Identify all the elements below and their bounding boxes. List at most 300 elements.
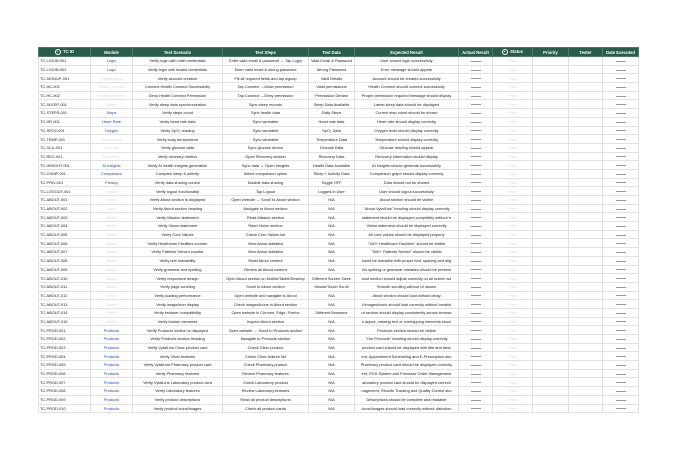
cell-tc-id[interactable]: TC-HC-002 [39,91,91,100]
cell-expected-result[interactable]: aboratory product card should be displayed correctl [355,378,459,387]
table-row[interactable] [39,387,639,396]
cell-expected-result[interactable]: Temperature should display correctly [355,135,459,144]
cell-test-data[interactable]: N/A [309,256,355,265]
cell-actual-result[interactable] [459,143,493,152]
cell-tc-id[interactable]: TC-INSIGHT-001 [39,161,91,170]
cell-date-executed[interactable] [603,326,639,335]
cell-test-scenario[interactable]: Verify SpO₂ reading [133,126,223,135]
cell-module[interactable]: About [91,265,133,274]
cell-test-data[interactable]: N/A [309,248,355,257]
cell-date-executed[interactable] [603,83,639,92]
cell-priority[interactable] [533,291,569,300]
table-row[interactable] [39,326,639,335]
table-row[interactable] [39,91,639,100]
cell-expected-result[interactable]: Data should not be shared [355,178,459,187]
cell-test-data[interactable]: Daily Steps [309,109,355,118]
cell-test-data[interactable]: Sleep Data Available [309,100,355,109]
cell-module[interactable]: Products [91,343,133,352]
cell-date-executed[interactable] [603,135,639,144]
cell-actual-result[interactable] [459,343,493,352]
cell-test-data[interactable]: N/A [309,326,355,335]
col-header-status[interactable]: Status [493,48,533,57]
cell-actual-result[interactable] [459,369,493,378]
cell-status[interactable]: Pass [493,404,533,413]
table-row[interactable] [39,352,639,361]
cell-test-scenario[interactable]: Verify login with invalid credentials [133,65,223,74]
cell-tester[interactable] [569,335,603,344]
cell-date-executed[interactable] [603,143,639,152]
cell-actual-result[interactable] [459,152,493,161]
cell-actual-result[interactable] [459,239,493,248]
cell-priority[interactable] [533,196,569,205]
cell-module[interactable]: Registration [91,74,133,83]
cell-test-scenario[interactable]: Verify glucose data [133,143,223,152]
cell-test-data[interactable]: N/A [309,317,355,326]
cell-tester[interactable] [569,143,603,152]
cell-test-steps[interactable]: View About statistics [223,239,309,248]
cell-priority[interactable] [533,126,569,135]
cell-test-steps[interactable]: Navigate to About section [223,204,309,213]
cell-module[interactable]: Products [91,335,133,344]
cell-test-data[interactable]: N/A [309,378,355,387]
table-row[interactable] [39,274,639,283]
cell-actual-result[interactable] [459,117,493,126]
table-row[interactable] [39,135,639,144]
cell-test-scenario[interactable]: Compare sleep & activity [133,169,223,178]
cell-tester[interactable] [569,57,603,66]
cell-test-scenario[interactable]: Verify Pharmacy features [133,369,223,378]
cell-expected-result[interactable]: ent, POS System and Purchase Order Management [355,369,459,378]
cell-test-scenario[interactable]: Verify browser compatibility [133,308,223,317]
cell-priority[interactable] [533,161,569,170]
cell-test-data[interactable]: N/A [309,239,355,248]
cell-date-executed[interactable] [603,91,639,100]
table-row[interactable] [39,317,639,326]
cell-tc-id[interactable]: TC-ABOUT-008 [39,256,91,265]
cell-expected-result[interactable]: Heart rate should display correctly [355,117,459,126]
cell-test-steps[interactable]: Enter valid email & wrong password [223,65,309,74]
cell-tester[interactable] [569,317,603,326]
table-row[interactable] [39,143,639,152]
cell-test-data[interactable]: N/A [309,335,355,344]
cell-tester[interactable] [569,308,603,317]
cell-tester[interactable] [569,152,603,161]
cell-test-data[interactable]: Heart rate data [309,117,355,126]
cell-module[interactable]: Products [91,369,133,378]
cell-tc-id[interactable]: TC-ABOUT-010 [39,274,91,283]
cell-actual-result[interactable] [459,109,493,118]
cell-tester[interactable] [569,282,603,291]
table-row[interactable] [39,83,639,92]
cell-status[interactable]: Pass [493,230,533,239]
cell-tc-id[interactable]: TC-PROD-006 [39,369,91,378]
cell-test-scenario[interactable]: Verify product descriptions [133,395,223,404]
cell-test-scenario[interactable]: Verify VytalLink Clinic product card [133,343,223,352]
cell-tc-id[interactable]: TC-TEMP-001 [39,135,91,144]
cell-status[interactable]: Pass [493,265,533,274]
cell-tc-id[interactable]: TC-REC-001 [39,152,91,161]
cell-test-steps[interactable]: Review Pharmacy features [223,369,309,378]
cell-expected-result[interactable]: "Our Products" heading should display correctly [355,335,459,344]
cell-tester[interactable] [569,126,603,135]
cell-test-data[interactable]: Temperature Data [309,135,355,144]
cell-module[interactable]: Recovery [91,152,133,161]
cell-tester[interactable] [569,352,603,361]
cell-date-executed[interactable] [603,100,639,109]
cell-actual-result[interactable] [459,91,493,100]
cell-expected-result[interactable]: ent, Appointment Scheduling and E-Prescription sho [355,352,459,361]
cell-test-data[interactable]: Valid permissions [309,83,355,92]
cell-actual-result[interactable] [459,65,493,74]
cell-module[interactable]: About [91,222,133,231]
cell-test-data[interactable]: N/A [309,196,355,205]
cell-tc-id[interactable]: TC-SIGNUP-001 [39,74,91,83]
cell-tester[interactable] [569,230,603,239]
cell-expected-result[interactable]: Vision statement should be displayed correctly [355,222,459,231]
cell-actual-result[interactable] [459,387,493,396]
cell-expected-result[interactable]: "150+ Healthcare Facilities" should be visible [355,239,459,248]
cell-tc-id[interactable]: TC-GLU-001 [39,143,91,152]
cell-test-data[interactable]: Glucose Data [309,143,355,152]
table-row[interactable] [39,117,639,126]
cell-date-executed[interactable] [603,213,639,222]
cell-test-data[interactable]: SpO₂ Data [309,126,355,135]
cell-module[interactable]: About [91,300,133,309]
cell-test-data[interactable]: N/A [309,387,355,396]
cell-tc-id[interactable]: TC-ABOUT-013 [39,300,91,309]
cell-priority[interactable] [533,404,569,413]
cell-tc-id[interactable]: TC-ABOUT-007 [39,248,91,257]
cell-priority[interactable] [533,230,569,239]
cell-test-scenario[interactable]: Verify Products section is displayed [133,326,223,335]
cell-test-steps[interactable]: View About statistics [223,248,309,257]
cell-actual-result[interactable] [459,100,493,109]
cell-tc-id[interactable]: TC-HR-001 [39,117,91,126]
cell-test-steps[interactable]: Open website in Chrome, Edge, Firefox [223,308,309,317]
cell-tc-id[interactable]: TC-ABOUT-015 [39,317,91,326]
cell-tester[interactable] [569,65,603,74]
cell-priority[interactable] [533,317,569,326]
cell-module[interactable]: Oxygen [91,126,133,135]
cell-test-scenario[interactable]: Verify Healthcare Facilities counter [133,239,223,248]
cell-date-executed[interactable] [603,169,639,178]
table-row[interactable] [39,248,639,257]
cell-module[interactable]: Login [91,65,133,74]
table-row[interactable] [39,109,639,118]
cell-test-data[interactable]: N/A [309,204,355,213]
cell-test-steps[interactable]: Open website → Scroll to Products section [223,326,309,335]
cell-actual-result[interactable] [459,282,493,291]
cell-tester[interactable] [569,196,603,205]
cell-date-executed[interactable] [603,248,639,257]
cell-status[interactable]: Pass [493,74,533,83]
cell-date-executed[interactable] [603,300,639,309]
cell-module[interactable]: About [91,230,133,239]
cell-actual-result[interactable] [459,230,493,239]
cell-tester[interactable] [569,117,603,126]
cell-priority[interactable] [533,343,569,352]
cell-test-steps[interactable]: Sync sleep records [223,100,309,109]
cell-test-scenario[interactable]: Verify product icons/images [133,404,223,413]
cell-date-executed[interactable] [603,404,639,413]
cell-test-data[interactable]: N/A [309,265,355,274]
table-row[interactable] [39,378,639,387]
cell-test-scenario[interactable]: Verify Clinic features [133,352,223,361]
cell-test-steps[interactable]: Scroll to About section [223,282,309,291]
cell-expected-result[interactable]: Products section should be visible [355,326,459,335]
cell-module[interactable]: About [91,248,133,257]
cell-tc-id[interactable]: TC-PROD-003 [39,343,91,352]
cell-test-steps[interactable]: Tap Logout [223,187,309,196]
cell-priority[interactable] [533,143,569,152]
cell-tc-id[interactable]: TC-PROD-001 [39,326,91,335]
cell-tester[interactable] [569,404,603,413]
table-row[interactable] [39,395,639,404]
cell-module[interactable]: About [91,213,133,222]
cell-actual-result[interactable] [459,317,493,326]
table-row[interactable] [39,152,639,161]
cell-test-data[interactable]: Sleep + Activity Data [309,169,355,178]
cell-priority[interactable] [533,117,569,126]
cell-test-steps[interactable]: Navigate to Products section [223,335,309,344]
cell-test-data[interactable]: Valid Email & Password [309,57,355,66]
cell-status[interactable]: Pass [493,100,533,109]
cell-expected-result[interactable]: icons/images should load correctly without distortion [355,404,459,413]
table-row[interactable] [39,57,639,66]
cell-test-steps[interactable]: Sync health data [223,109,309,118]
cell-expected-result[interactable]: Correct step count should be shown [355,109,459,118]
cell-test-scenario[interactable]: Verify logout functionality [133,187,223,196]
table-row[interactable] [39,282,639,291]
cell-test-data[interactable]: N/A [309,291,355,300]
cell-test-data[interactable]: Recovery Data [309,152,355,161]
cell-priority[interactable] [533,65,569,74]
cell-priority[interactable] [533,395,569,404]
cell-module[interactable]: Steps [91,109,133,118]
cell-test-data[interactable]: Health Data Available [309,161,355,170]
cell-test-scenario[interactable]: Connect Health Connect Successfully [133,83,223,92]
cell-tc-id[interactable]: TC-PROD-004 [39,352,91,361]
cell-test-steps[interactable]: Open Recovery section [223,152,309,161]
cell-tc-id[interactable]: TC-SPO2-001 [39,126,91,135]
col-header-tester[interactable]: Tester [569,48,603,57]
cell-status[interactable]: Pass [493,65,533,74]
cell-actual-result[interactable] [459,213,493,222]
cell-status[interactable]: Pass [493,135,533,144]
cell-test-steps[interactable]: Sync data → Open Insights [223,161,309,170]
cell-test-steps[interactable]: Check Pharmacy product [223,361,309,370]
cell-tc-id[interactable]: TC-LOGIN-002 [39,65,91,74]
cell-date-executed[interactable] [603,126,639,135]
cell-tc-id[interactable]: TC-COMP-001 [39,169,91,178]
cell-module[interactable]: Sleep [91,100,133,109]
cell-tester[interactable] [569,222,603,231]
cell-test-scenario[interactable]: Verify image/icon display [133,300,223,309]
cell-actual-result[interactable] [459,308,493,317]
cell-status[interactable]: Pass [493,369,533,378]
cell-tc-id[interactable]: TC-LOGOUT-001 [39,187,91,196]
cell-tc-id[interactable]: TC-ABOUT-005 [39,230,91,239]
table-row[interactable] [39,361,639,370]
cell-priority[interactable] [533,109,569,118]
cell-date-executed[interactable] [603,291,639,300]
cell-priority[interactable] [533,387,569,396]
cell-test-scenario[interactable]: Verify grammar and spelling [133,265,223,274]
col-header-tc-id[interactable]: TC ID [39,48,91,57]
cell-actual-result[interactable] [459,248,493,257]
cell-date-executed[interactable] [603,265,639,274]
cell-test-steps[interactable]: Tap Connect →Deny permission [223,91,309,100]
cell-priority[interactable] [533,169,569,178]
cell-tester[interactable] [569,378,603,387]
cell-priority[interactable] [533,187,569,196]
table-row[interactable] [39,196,639,205]
cell-priority[interactable] [533,204,569,213]
cell-module[interactable]: About [91,317,133,326]
cell-tc-id[interactable]: TC-ABOUT-003 [39,213,91,222]
cell-date-executed[interactable] [603,109,639,118]
cell-tester[interactable] [569,109,603,118]
cell-actual-result[interactable] [459,126,493,135]
cell-priority[interactable] [533,361,569,370]
cell-test-data[interactable]: N/A [309,395,355,404]
cell-expected-result[interactable]: Comparison graph should display correctly [355,169,459,178]
cell-status[interactable]: Pass [493,187,533,196]
cell-test-data[interactable]: Logged-in User [309,187,355,196]
cell-actual-result[interactable] [459,352,493,361]
cell-priority[interactable] [533,300,569,309]
cell-module[interactable]: Comparison [91,169,133,178]
cell-tc-id[interactable]: TC-ABOUT-004 [39,222,91,231]
filter-icon[interactable] [55,49,61,55]
cell-priority[interactable] [533,100,569,109]
cell-priority[interactable] [533,335,569,344]
cell-expected-result[interactable]: Smooth scrolling without UI issues [355,282,459,291]
table-row[interactable] [39,100,639,109]
col-header-test-data[interactable]: Test Data [309,48,355,57]
cell-test-scenario[interactable]: Verify broken elements [133,317,223,326]
cell-priority[interactable] [533,178,569,187]
cell-actual-result[interactable] [459,326,493,335]
cell-module[interactable]: Logout [91,187,133,196]
cell-test-steps[interactable]: Fill all required fields and tap signup [223,74,309,83]
cell-test-steps[interactable]: Check Core Values list [223,230,309,239]
cell-tester[interactable] [569,265,603,274]
cell-expected-result[interactable]: Error message should appear [355,65,459,74]
cell-actual-result[interactable] [459,335,493,344]
cell-date-executed[interactable] [603,65,639,74]
table-row[interactable] [39,300,639,309]
table-row[interactable] [39,213,639,222]
cell-actual-result[interactable] [459,135,493,144]
cell-expected-result[interactable]: "50K+ Patients Served" should be visible [355,248,459,257]
cell-test-scenario[interactable]: Verify Mission statement [133,213,223,222]
cell-tc-id[interactable]: TC-ABOUT-009 [39,265,91,274]
table-row[interactable] [39,256,639,265]
table-row[interactable] [39,204,639,213]
cell-actual-result[interactable] [459,222,493,231]
cell-expected-result[interactable]: Recovery information should display [355,152,459,161]
cell-expected-result[interactable]: hould be readable with proper font, spacing and alig [355,256,459,265]
cell-test-steps[interactable]: Check images/icons in About section [223,300,309,309]
cell-expected-result[interactable]: Descriptions should be complete and readable [355,395,459,404]
table-row[interactable] [39,308,639,317]
cell-status[interactable]: Pass [493,343,533,352]
cell-actual-result[interactable] [459,256,493,265]
cell-test-scenario[interactable]: Verify VytalLink Laboratory product card [133,378,223,387]
cell-test-scenario[interactable]: Verify About section is displayed [133,196,223,205]
cell-test-steps[interactable]: Enter valid email & password → Tap Login [223,57,309,66]
cell-test-data[interactable]: N/A [309,230,355,239]
cell-tester[interactable] [569,239,603,248]
cell-date-executed[interactable] [603,387,639,396]
cell-status[interactable]: Pass [493,291,533,300]
cell-status[interactable]: Pass [493,361,533,370]
cell-status[interactable]: Pass [493,387,533,396]
cell-status[interactable]: Pass [493,274,533,283]
cell-module[interactable]: About [91,291,133,300]
cell-test-steps[interactable]: Sync wearable [223,135,309,144]
cell-module[interactable]: AI Insights [91,161,133,170]
cell-test-scenario[interactable]: Verify Vision statement [133,222,223,231]
col-header-module[interactable]: Module [91,48,133,57]
cell-status[interactable]: Pass [493,143,533,152]
cell-test-steps[interactable]: Open About section on Mobile/Tablet/Desktop [223,274,309,283]
cell-tc-id[interactable]: TC-PROD-002 [39,335,91,344]
cell-test-data[interactable]: Valid Details [309,74,355,83]
cell-expected-result[interactable]: ut section should display consistently across browse [355,308,459,317]
cell-tester[interactable] [569,369,603,378]
cell-date-executed[interactable] [603,256,639,265]
cell-priority[interactable] [533,57,569,66]
cell-priority[interactable] [533,83,569,92]
cell-tester[interactable] [569,74,603,83]
cell-test-data[interactable]: Wrong Password [309,65,355,74]
cell-date-executed[interactable] [603,282,639,291]
cell-expected-result[interactable]: bout section should adjust correctly on all screen siz [355,274,459,283]
cell-expected-result[interactable]: Oxygen level should display correctly [355,126,459,135]
cell-status[interactable]: Pass [493,117,533,126]
cell-tc-id[interactable]: TC-ABOUT-014 [39,308,91,317]
cell-test-steps[interactable]: Check all product cards [223,404,309,413]
cell-test-scenario[interactable]: Verify body temperature [133,135,223,144]
cell-status[interactable]: Pass [493,109,533,118]
cell-status[interactable]: Pass [493,317,533,326]
cell-tester[interactable] [569,187,603,196]
cell-actual-result[interactable] [459,378,493,387]
cell-test-scenario[interactable]: Verify VytalLink Pharmacy product card [133,361,223,370]
cell-test-steps[interactable]: Tap Connect →Allow permission [223,83,309,92]
cell-module[interactable]: Privacy [91,178,133,187]
cell-module[interactable]: About [91,196,133,205]
cell-expected-result[interactable]: Latest sleep data should be displayed [355,100,459,109]
cell-test-data[interactable]: Permission Denied [309,91,355,100]
cell-priority[interactable] [533,239,569,248]
cell-module[interactable]: Heart Rate [91,117,133,126]
cell-date-executed[interactable] [603,317,639,326]
cell-date-executed[interactable] [603,369,639,378]
cell-status[interactable]: Pass [493,395,533,404]
cell-module[interactable]: Health Connect [91,91,133,100]
cell-test-data[interactable]: N/A [309,222,355,231]
cell-status[interactable]: Pass [493,335,533,344]
cell-tc-id[interactable]: TC-ABOUT-011 [39,282,91,291]
table-row[interactable] [39,265,639,274]
cell-module[interactable]: About [91,282,133,291]
cell-priority[interactable] [533,308,569,317]
cell-test-data[interactable]: N/A [309,361,355,370]
cell-expected-result[interactable]: Health Connect should connect successfully [355,83,459,92]
